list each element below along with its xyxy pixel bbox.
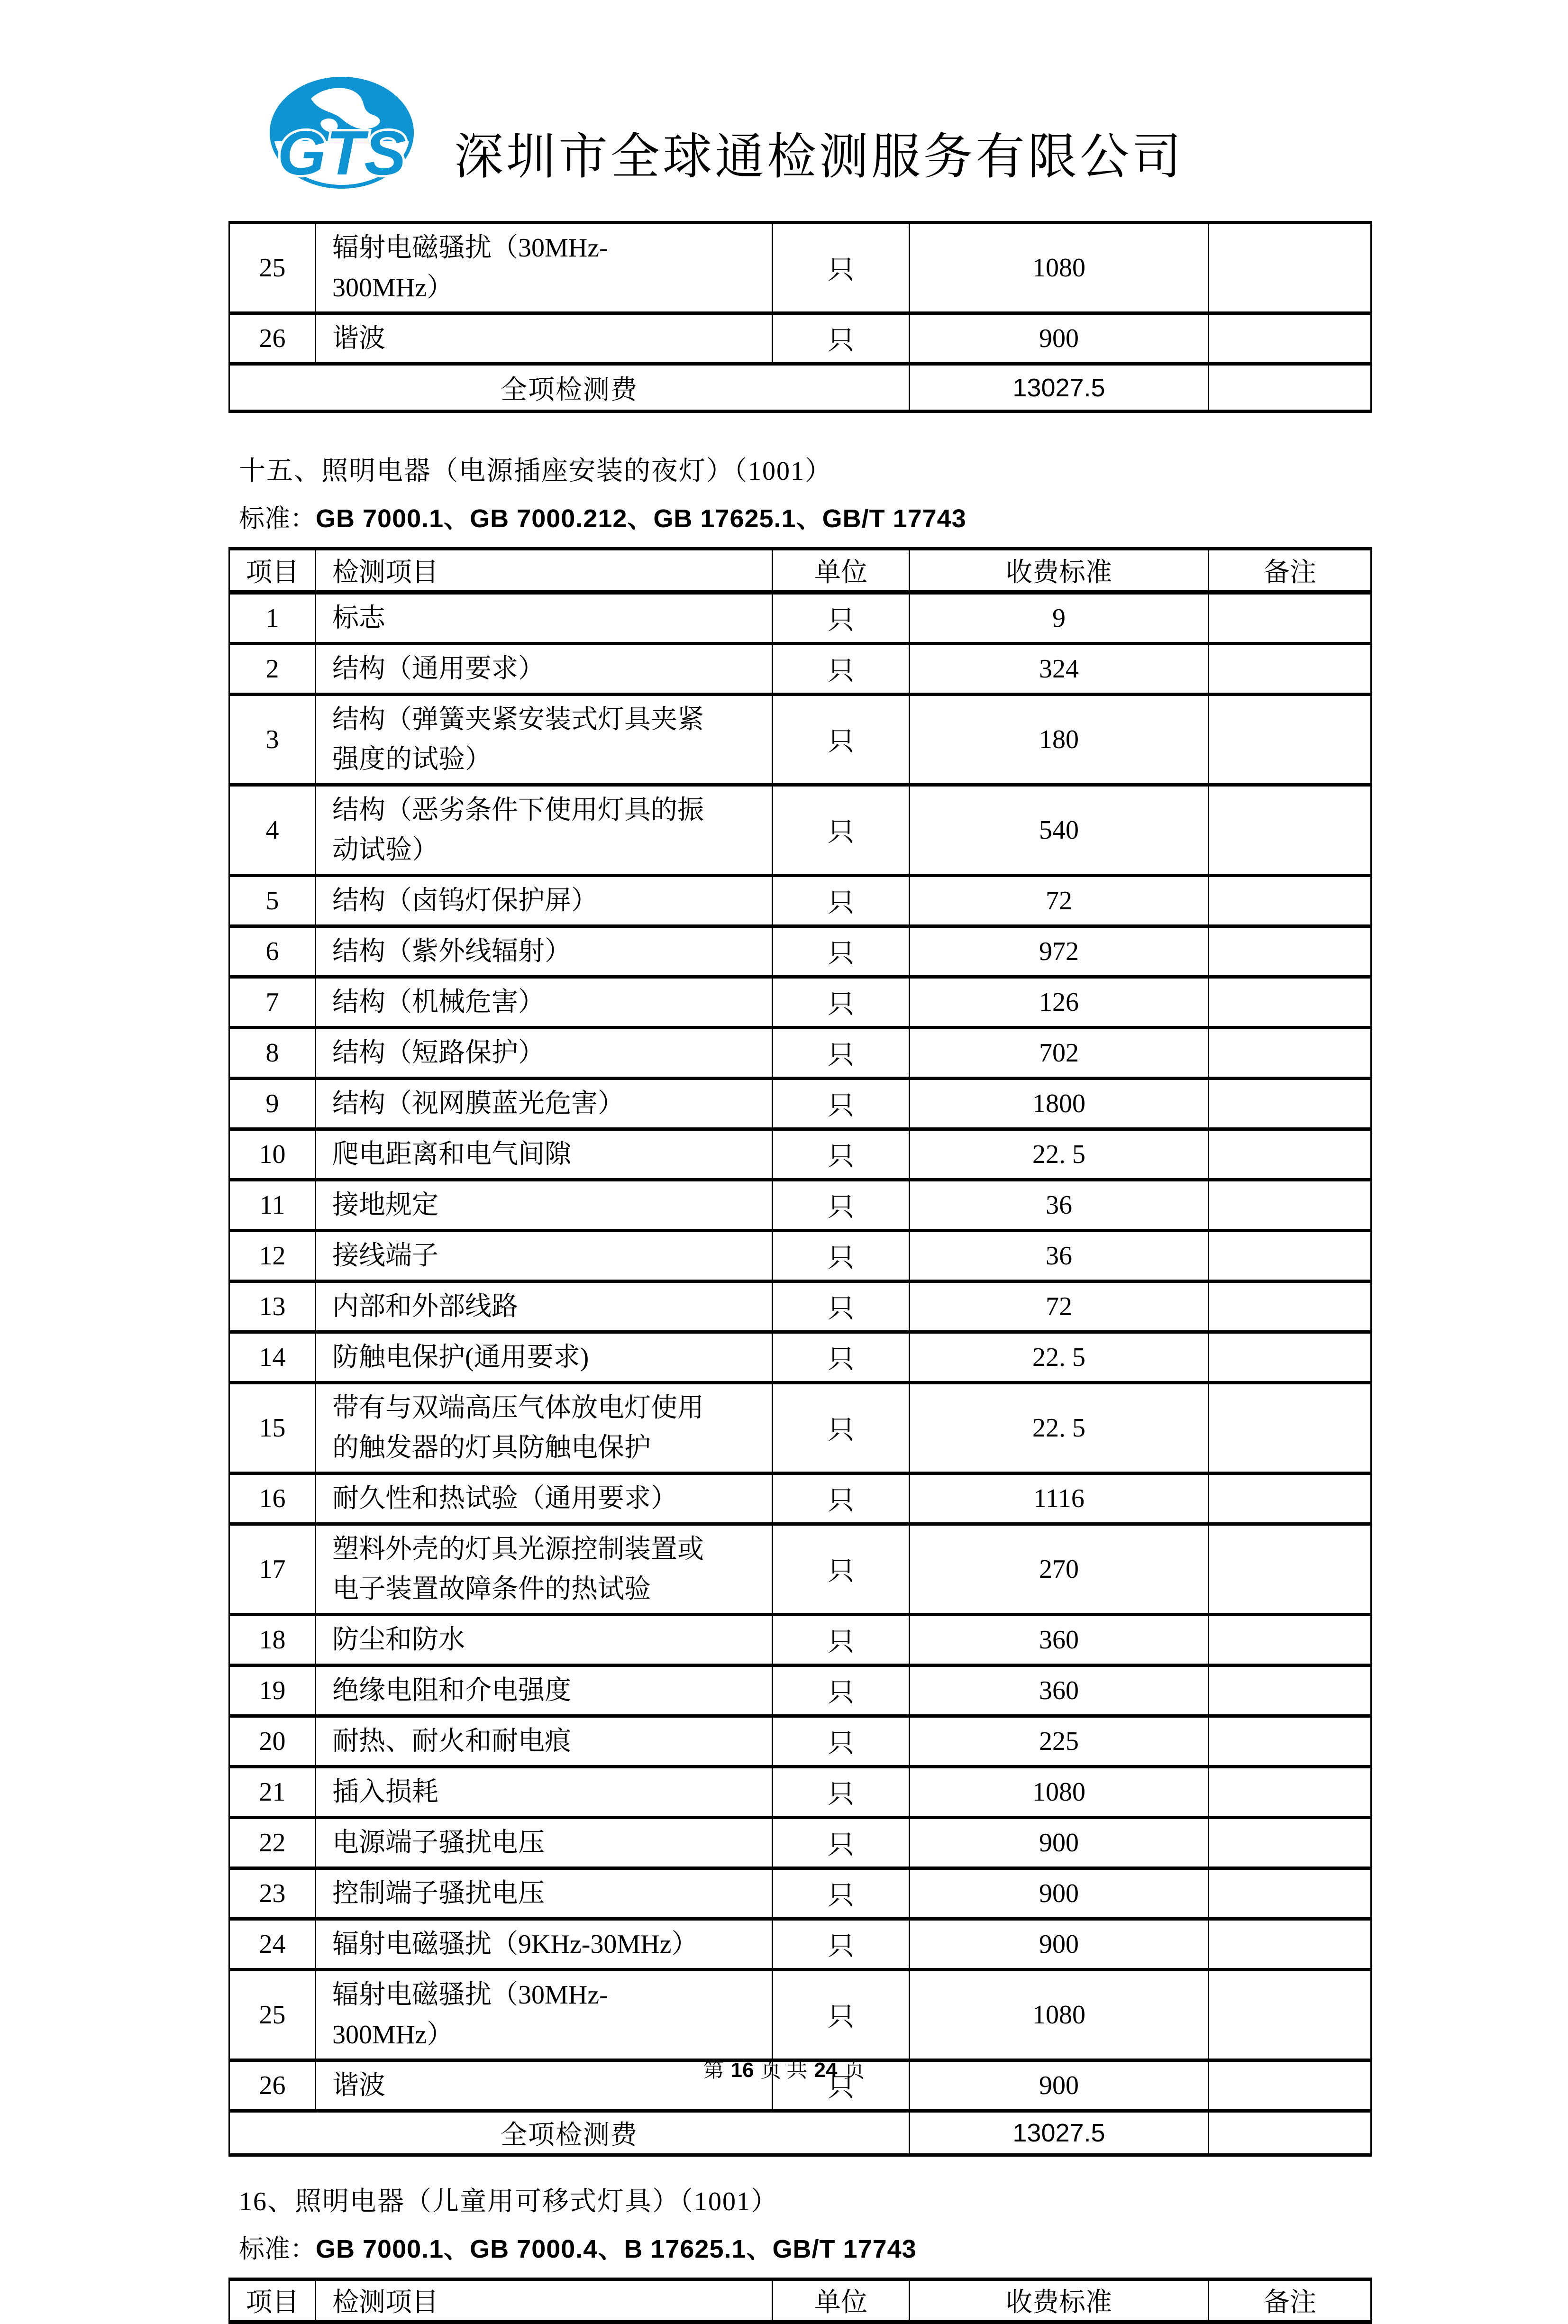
table-row	[229, 1079, 1371, 1129]
fee-value: 1116	[910, 1473, 1209, 1524]
table-row	[229, 1716, 1371, 1767]
item-number: 26	[229, 313, 316, 364]
note-cell	[1209, 977, 1371, 1028]
item-number: 22	[229, 1818, 316, 1868]
fee-value: 702	[910, 1028, 1209, 1079]
fee-value: 540	[910, 785, 1209, 876]
table-row	[229, 926, 1371, 977]
test-item-name: 绝缘电阻和介电强度	[316, 1665, 773, 1716]
item-number: 17	[229, 1524, 316, 1615]
unit-value: 只	[773, 1919, 910, 1970]
unit-value: 只	[773, 223, 910, 313]
col-header-note: 备注	[1209, 549, 1371, 593]
table-row	[229, 1473, 1371, 1524]
fee-value: 360	[910, 1665, 1209, 1716]
item-number: 4	[229, 785, 316, 876]
item-number: 1	[229, 593, 316, 644]
item-number: 7	[229, 977, 316, 1028]
note-cell	[1209, 785, 1371, 876]
item-number: 19	[229, 1665, 316, 1716]
page-footer	[0, 2053, 1568, 2083]
fee-value: 1080	[910, 223, 1209, 313]
fee-value: 36	[910, 1180, 1209, 1231]
total-row	[229, 2111, 1371, 2155]
fee-value: 1800	[910, 1079, 1209, 1129]
unit-value: 只	[773, 1818, 910, 1868]
note-cell	[1209, 1332, 1371, 1383]
note-cell	[1209, 1231, 1371, 1281]
test-item-name: 耐热、耐火和耐电痕	[316, 1716, 773, 1767]
note-cell	[1209, 644, 1371, 695]
total-fee-value: 13027.5	[910, 364, 1209, 412]
section-16-title: 16、照明电器（儿童用可移式灯具）（1001）	[239, 2187, 778, 2216]
note-cell	[1209, 1665, 1371, 1716]
unit-value: 只	[773, 695, 910, 785]
current-page-number: 16	[730, 2059, 754, 2082]
table-row	[229, 1868, 1371, 1919]
item-number: 23	[229, 1868, 316, 1919]
unit-value: 只	[773, 1383, 910, 1473]
fee-value: 72	[910, 1281, 1209, 1332]
test-item-name: 结构（弹簧夹紧安装式灯具夹紧强度的试验）	[316, 695, 773, 785]
unit-value: 只	[773, 1332, 910, 1383]
total-row	[229, 364, 1371, 412]
fee-value: 22. 5	[910, 1383, 1209, 1473]
test-item-name: 标志	[316, 593, 773, 644]
item-number: 6	[229, 926, 316, 977]
fee-value: 900	[910, 313, 1209, 364]
standard-label: 标准：	[239, 504, 316, 533]
table-row	[229, 1028, 1371, 1079]
footer-text: 第	[703, 2059, 724, 2082]
total-fee-value: 13027.5	[910, 2111, 1209, 2155]
unit-value: 只	[773, 1868, 910, 1919]
unit-value: 只	[773, 1079, 910, 1129]
test-item-name: 辐射电磁骚扰（30MHz-300MHz）	[316, 223, 773, 313]
footer-text: 页	[844, 2059, 865, 2082]
table-row	[229, 1665, 1371, 1716]
item-number: 9	[229, 1079, 316, 1129]
note-cell	[1209, 1383, 1371, 1473]
test-item-name: 防尘和防水	[316, 1615, 773, 1665]
table-row	[229, 1970, 1371, 2060]
footer-text: 共	[786, 2059, 808, 2082]
table-row	[229, 785, 1371, 876]
col-header-note: 备注	[1209, 2279, 1371, 2322]
fee-value: 324	[910, 644, 1209, 695]
item-number: 16	[229, 1473, 316, 1524]
fee-value: 972	[910, 926, 1209, 977]
note-cell	[1209, 1818, 1371, 1868]
test-item-name: 塑料外壳的灯具光源控制装置或电子装置故障条件的热试验	[316, 1524, 773, 1615]
test-item-name: 带有与双端高压气体放电灯使用的触发器的灯具防触电保护	[316, 1383, 773, 1473]
item-number: 15	[229, 1383, 316, 1473]
unit-value: 只	[773, 1281, 910, 1332]
unit-value: 只	[773, 1473, 910, 1524]
item-number: 24	[229, 1919, 316, 1970]
item-number: 21	[229, 1767, 316, 1818]
table-row	[229, 1524, 1371, 1615]
section-16-standard	[239, 2229, 1370, 2265]
fee-value: 72	[910, 876, 1209, 926]
test-item-name: 结构（通用要求）	[316, 644, 773, 695]
table-row	[229, 1180, 1371, 1231]
table-row	[229, 695, 1371, 785]
item-number: 25	[229, 1970, 316, 2060]
item-number: 20	[229, 1716, 316, 1767]
unit-value: 只	[773, 313, 910, 364]
note-cell	[1209, 1079, 1371, 1129]
test-item-name: 结构（短路保护）	[316, 1028, 773, 1079]
test-item-name: 结构（紫外线辐射）	[316, 926, 773, 977]
table-row	[229, 1332, 1371, 1383]
test-item-name: 内部和外部线路	[316, 1281, 773, 1332]
note-cell	[1209, 1473, 1371, 1524]
note-cell	[1209, 313, 1371, 364]
test-item-name: 结构（卤钨灯保护屏）	[316, 876, 773, 926]
item-number: 10	[229, 1129, 316, 1180]
footer-text: 页	[760, 2059, 782, 2082]
item-number: 5	[229, 876, 316, 926]
test-item-name: 插入损耗	[316, 1767, 773, 1818]
item-number: 2	[229, 644, 316, 695]
unit-value: 只	[773, 1180, 910, 1231]
table-row	[229, 1767, 1371, 1818]
note-cell	[1209, 1524, 1371, 1615]
test-item-name: 辐射电磁骚扰（9KHz-30MHz）	[316, 1919, 773, 1970]
fee-value: 9	[910, 593, 1209, 644]
note-cell	[1209, 1716, 1371, 1767]
note-cell	[1209, 1970, 1371, 2060]
table-row	[229, 1281, 1371, 1332]
unit-value: 只	[773, 644, 910, 695]
table-header-row	[229, 2279, 1371, 2322]
total-label: 全项检测费	[229, 364, 910, 412]
unit-value: 只	[773, 876, 910, 926]
unit-value: 只	[773, 1524, 910, 1615]
total-label: 全项检测费	[229, 2111, 910, 2155]
fee-value: 1080	[910, 1970, 1209, 2060]
test-item-name: 谐波	[316, 313, 773, 364]
test-item-name: 结构（机械危害）	[316, 977, 773, 1028]
note-cell	[1209, 926, 1371, 977]
table-row	[229, 1129, 1371, 1180]
note-cell	[1209, 695, 1371, 785]
table-row	[229, 223, 1371, 313]
table-row	[229, 593, 1371, 644]
gts-logo-icon	[265, 75, 418, 194]
unit-value: 只	[773, 977, 910, 1028]
fee-value: 22. 5	[910, 1129, 1209, 1180]
fee-value: 900	[910, 1919, 1209, 1970]
table-row	[229, 1818, 1371, 1868]
standard-value: GB 7000.1、GB 7000.4、B 17625.1、GB/T 17743	[316, 2235, 917, 2263]
fee-value: 360	[910, 1615, 1209, 1665]
note-cell	[1209, 2111, 1371, 2155]
table-row	[229, 313, 1371, 364]
unit-value: 只	[773, 1716, 910, 1767]
test-item-name: 结构（恶劣条件下使用灯具的振动试验）	[316, 785, 773, 876]
test-item-name: 控制端子骚扰电压	[316, 1868, 773, 1919]
col-header-item-no: 项目	[229, 2279, 316, 2322]
table-row	[229, 977, 1371, 1028]
item-number: 11	[229, 1180, 316, 1231]
note-cell	[1209, 1028, 1371, 1079]
test-item-name: 耐久性和热试验（通用要求）	[316, 1473, 773, 1524]
table-row	[229, 644, 1371, 695]
col-header-unit: 单位	[773, 2279, 910, 2322]
section-15-standard	[239, 498, 1370, 535]
fee-value: 900	[910, 1818, 1209, 1868]
fee-value: 270	[910, 1524, 1209, 1615]
fee-value: 225	[910, 1716, 1209, 1767]
section-15-table	[228, 547, 1372, 2157]
test-item-name: 接地规定	[316, 1180, 773, 1231]
col-header-item-no: 项目	[229, 549, 316, 593]
section-15-title: 十五、照明电器（电源插座安装的夜灯）（1001）	[239, 457, 832, 486]
fee-value: 126	[910, 977, 1209, 1028]
item-number: 14	[229, 1332, 316, 1383]
unit-value: 只	[773, 926, 910, 977]
col-header-test-item: 检测项目	[316, 2279, 773, 2322]
total-page-number: 24	[814, 2059, 838, 2082]
note-cell	[1209, 1180, 1371, 1231]
item-number: 18	[229, 1615, 316, 1665]
item-number: 12	[229, 1231, 316, 1281]
unit-value: 只	[773, 2060, 910, 2111]
fee-value: 22. 5	[910, 1332, 1209, 1383]
item-number: 25	[229, 223, 316, 313]
note-cell	[1209, 876, 1371, 926]
continuation-table	[228, 221, 1372, 413]
fee-value: 900	[910, 1868, 1209, 1919]
unit-value: 只	[773, 1615, 910, 1665]
test-item-name: 防触电保护(通用要求)	[316, 1332, 773, 1383]
table-row	[229, 1919, 1371, 1970]
item-number: 3	[229, 695, 316, 785]
test-item-name: 爬电距离和电气间隙	[316, 1129, 773, 1180]
unit-value: 只	[773, 1665, 910, 1716]
col-header-test-item: 检测项目	[316, 549, 773, 593]
fee-value: 1080	[910, 1767, 1209, 1818]
standard-value: GB 7000.1、GB 7000.212、GB 17625.1、GB/T 17743	[316, 504, 966, 533]
table-row	[229, 1615, 1371, 1665]
company-name: 深圳市全球通检测服务有限公司	[454, 130, 1185, 184]
note-cell	[1209, 593, 1371, 644]
test-item-name: 谐波	[316, 2060, 773, 2111]
table-header-row	[229, 549, 1371, 593]
fee-value: 180	[910, 695, 1209, 785]
test-item-name: 电源端子骚扰电压	[316, 1818, 773, 1868]
col-header-fee: 收费标准	[910, 549, 1209, 593]
unit-value: 只	[773, 593, 910, 644]
note-cell	[1209, 1281, 1371, 1332]
table-row	[229, 1383, 1371, 1473]
standard-label: 标准：	[239, 2235, 316, 2263]
section-16-table	[228, 2278, 1372, 2324]
fee-value: 36	[910, 1231, 1209, 1281]
table-row	[229, 1231, 1371, 1281]
note-cell	[1209, 1129, 1371, 1180]
item-number: 26	[229, 2060, 316, 2111]
col-header-fee: 收费标准	[910, 2279, 1209, 2322]
note-cell	[1209, 223, 1371, 313]
note-cell	[1209, 364, 1371, 412]
unit-value: 只	[773, 1970, 910, 2060]
note-cell	[1209, 1615, 1371, 1665]
note-cell	[1209, 1868, 1371, 1919]
unit-value: 只	[773, 785, 910, 876]
test-item-name: 辐射电磁骚扰（30MHz-300MHz）	[316, 1970, 773, 2060]
unit-value: 只	[773, 1028, 910, 1079]
unit-value: 只	[773, 1129, 910, 1180]
unit-value: 只	[773, 1231, 910, 1281]
logo-text: GTS	[277, 118, 406, 188]
test-item-name: 结构（视网膜蓝光危害）	[316, 1079, 773, 1129]
item-number: 13	[229, 1281, 316, 1332]
unit-value: 只	[773, 1767, 910, 1818]
note-cell	[1209, 1919, 1371, 1970]
fee-value: 900	[910, 2060, 1209, 2111]
table-row	[229, 876, 1371, 926]
test-item-name: 接线端子	[316, 1231, 773, 1281]
note-cell	[1209, 1767, 1371, 1818]
col-header-unit: 单位	[773, 549, 910, 593]
item-number: 8	[229, 1028, 316, 1079]
